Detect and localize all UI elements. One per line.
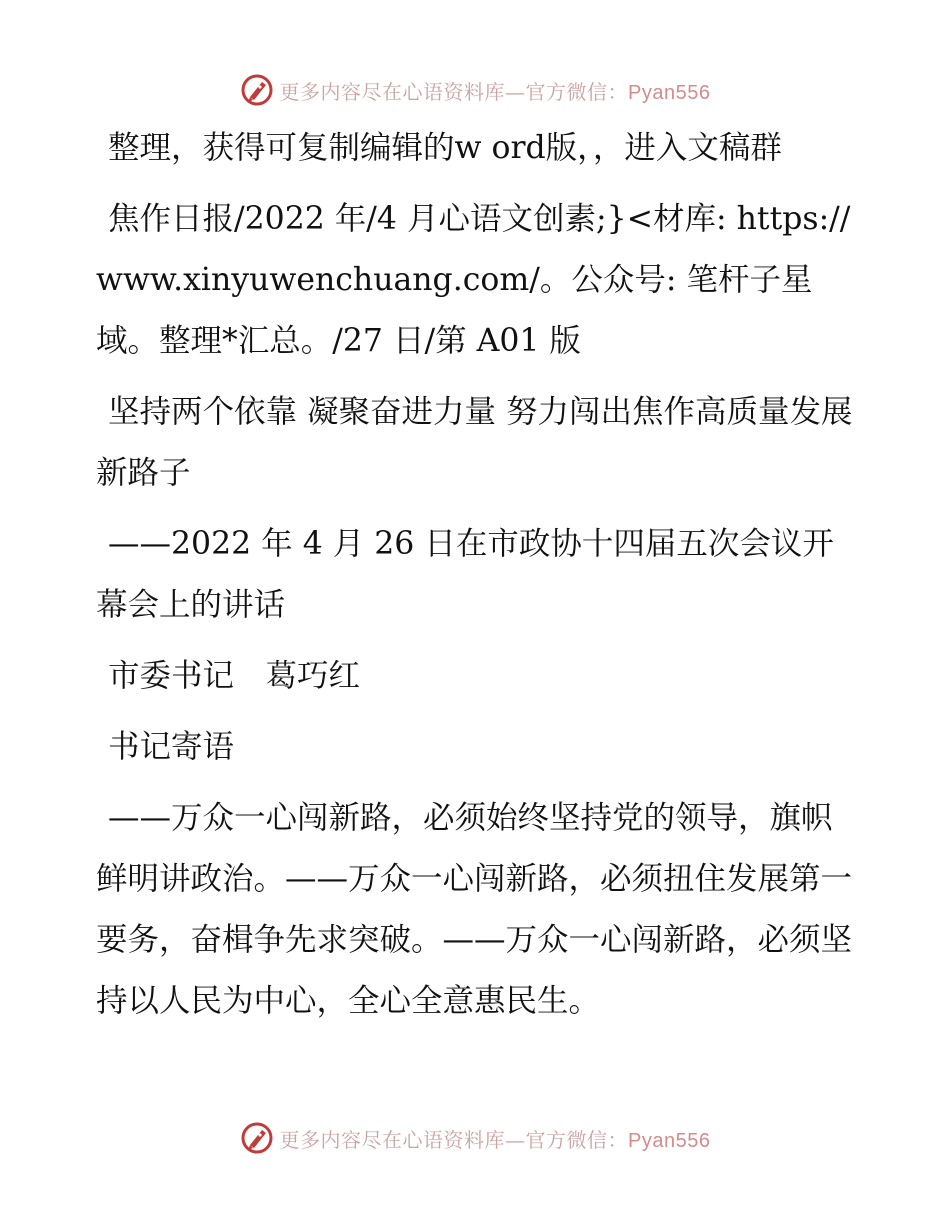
pen-nib-icon [240,1121,274,1155]
pen-nib-icon [240,73,274,107]
header-banner [0,70,950,110]
paragraph-source: 焦作日报/2022 年/4 月心语文创素;}<材库: https://www.xinyuwenchuang.com/。公众号: 笔杆子星域。整理*汇总。/27 日/第 A01 版 [96,201,851,359]
footer-banner [0,1118,950,1158]
header-banner-dash: — [505,79,526,104]
paragraph-quotes: ——万众一心闯新路，必须始终坚持党的领导，旗帜鲜明讲政治。——万众一心闯新路，必须扭住发展第一要务，奋楫争先求突破。——万众一心闯新路，必须坚持以人民为中心，全心全意惠民生。 [96,800,853,1019]
footer-banner-main: 更多内容尽在心语资料库 [279,1127,506,1152]
footer-banner-wechat-id: Pyan556 [628,1129,711,1152]
article-subtitle: ——2022 年 4 月 26 日在市政协十四届五次会议开幕会上的讲话 [96,526,834,623]
footer-banner-text [280,1124,711,1153]
header-banner-wechat-id: Pyan556 [628,81,711,104]
header-banner-text [280,76,711,105]
author-line: 市委书记 葛巧红 [108,658,361,694]
article-title: 坚持两个依靠 凝聚奋进力量 努力闯出焦作高质量发展新路子 [96,394,853,491]
footer-banner-suffix: 官方微信： [525,1127,629,1152]
footer-banner-dash: — [505,1127,526,1152]
section-heading: 书记寄语 [108,729,235,765]
paragraph-intro: 整理，获得可复制编辑的w ord版，，进入文稿群 [108,130,782,166]
document-body [96,118,856,1042]
header-banner-main: 更多内容尽在心语资料库 [279,79,506,104]
header-banner-suffix: 官方微信： [525,79,629,104]
